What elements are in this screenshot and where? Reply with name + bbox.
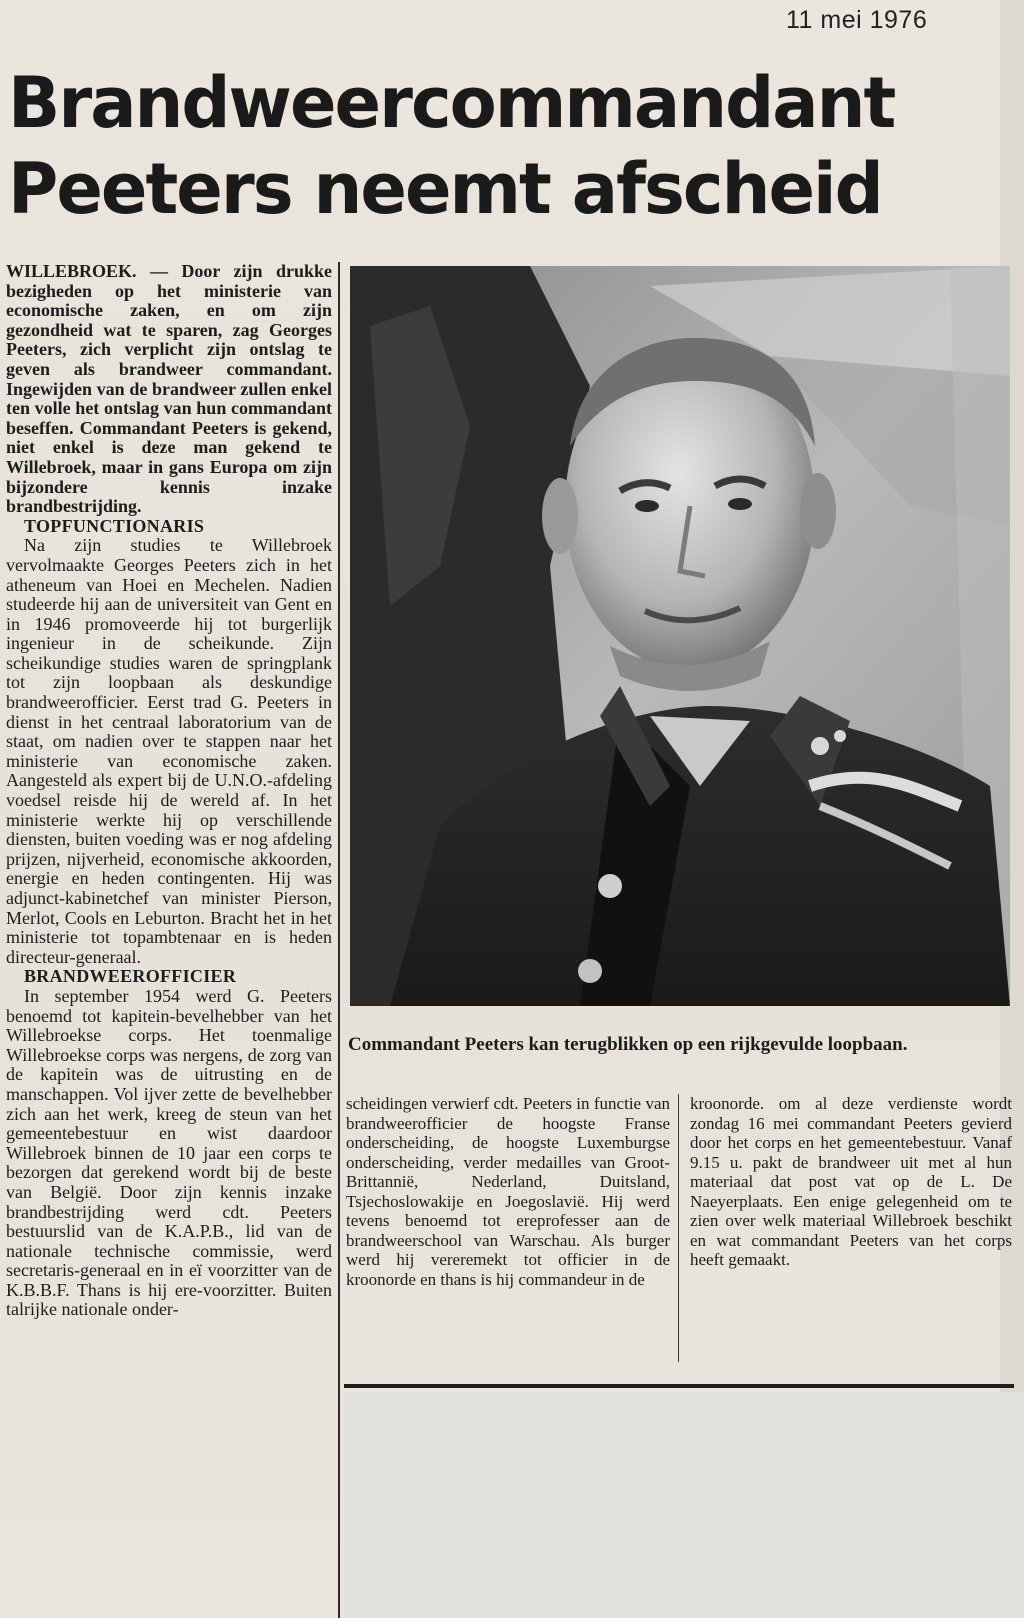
article-lead: WILLEBROEK. — Door zijn drukke bezigheden op het ministerie van economische zaken, en om zijn gezondheid wat te sparen, zag Georges Peeters, zich verplicht zijn ontslag te geven als brandweer commandant. Ingewijden van de brandweer zullen enkel ten volle het ontslag van hun commandant beseffen. Commandant Peeters is gekend, niet enkel is deze man gekend te Willebroek, maar in gans Europa om zijn bijzondere kennis inzake brandbestrijding. <box>6 261 332 517</box>
scan-background <box>344 1392 1024 1618</box>
article-paragraph: Na zijn studies te Willebroek vervolmaakte Georges Peeters zich in het atheneum van Hoei en Mechelen. Nadien studeerde hij aan de universiteit van Gent en in 1946 promoveerde hij tot burgerlijk ingenieur in de scheikunde. Zijn scheikundige studies waren de springplank tot zijn loopbaan als deskundige brandweerofficier. Eerst trad G. Peeters in dienst in het centraal laboratorium van de staat, om nadien over te stappen naar het ministerie van economische zaken. Aangesteld als expert bij de U.N.O.-afdeling voedsel reisde hij de wereld af. In het ministerie werkte hij op verschillende diensten, buiten voeding was er nog afdeling prijzen, nijverheid, economische akkoorden, energie en heden contingenten. Hij was adjunct-kabinetchef van minister Pierson, Merlot, Cools en Leburton. Bracht het in het ministerie tot topambtenaar en is heden directeur-generaal. <box>6 535 332 967</box>
publication-date: 11 mei 1976 <box>786 6 928 34</box>
portrait-photo <box>350 266 1010 1006</box>
article-column-middle: scheidingen verwierf cdt. Peeters in functie van brandweerofficier de hoogste Franse onderscheiding, de hoogste Luxemburgse onderscheiding, verder medailles van Groot-Brittannië, Nederland, Duitsland, Tsjechoslowakije en Joegoslavië. Hij werd tevens benoemd tot ereprofesser aan de brandweerschool van Warschau. Als burger werd hij vereremekt tot officier in de kroonorde en thans is hij commandeur in de <box>346 1094 670 1289</box>
article-end-rule <box>344 1384 1014 1388</box>
article-column-left <box>6 262 332 1320</box>
article-paragraph: In september 1954 werd G. Peeters benoemd tot kapitein-bevelhebber van het Willebroekse corps. Het toenmalige Willebroekse corps was nergens, de zorg van de kapitein was de uitrusting en de manschappen. Vol ijver zette de bevelhebber zich aan het werk, kreeg de steun van het gemeentebestuur en wist daardoor Willebroek binnen de 10 jaar een corps te bezorgen dat gerekend wordt bij de beste van België. Door zijn kennis inzake brandbestrijding werd cdt. Peeters bestuurslid van de K.A.P.B., lid van de nationale technische commissie, werd secretaris-generaal en in eï voorzitter van de K.B.B.F. Thans is hij ere-voorzitter. Buiten talrijke nationale onder- <box>6 985 332 1320</box>
subhead-topfunctionaris: TOPFUNCTIONARIS <box>24 515 205 536</box>
column-divider <box>678 1094 679 1362</box>
portrait-photo-graphic <box>350 266 1010 1006</box>
column-divider <box>338 262 340 1618</box>
subhead-brandweerofficier: BRANDWEEROFFICIER <box>24 966 237 987</box>
headline: Brandweercommandant Peeters neemt afscheid <box>8 62 895 230</box>
photo-caption: Commandant Peeters kan terugblikken op een rijkgevulde loopbaan. <box>348 1034 908 1055</box>
article-column-right: kroonorde. om al deze verdienste wordt zondag 16 mei commandant Peeters gevierd door het corps en het gemeentebestuur. Vanaf 9.15 u. pakt de brandweer uit met al hun materiaal dat post vat op de L. De Naeyerplaats. Een enige gelegenheid om te zien over welk materiaal Willebroek beschikt en wat commandant Peeters van het corps heeft gemaakt. <box>690 1094 1012 1269</box>
